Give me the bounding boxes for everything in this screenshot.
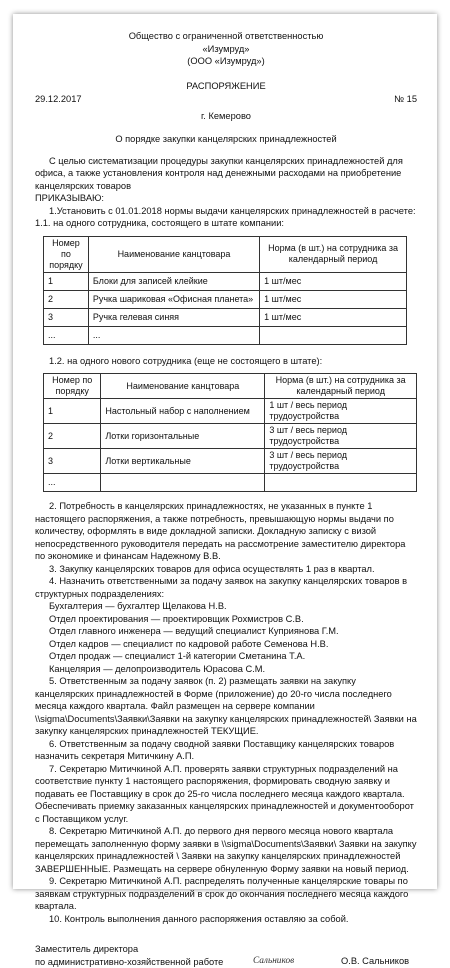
table-cell: 3 шт / весь период трудоустройства xyxy=(265,449,417,474)
paragraph-4: 4. Назначить ответственными за подачу заявок на закупку канцелярских товаров в структурных подразделениях: xyxy=(35,575,417,600)
paragraph-7: 7. Секретарю Митичкиной А.П. проверять заявки структурных подразделений на соответствие пункту 1 настоящего распоряжения, формировать сводную заявку и подавать ее Поставщику в срок до 25-го числа последнего месяца каждого квартала. Обеспечивать приемку заказанных канцелярских принадлежностей и документооборот с Поставщиком услуг. xyxy=(35,763,417,826)
table-header-row xyxy=(44,374,417,399)
table-row xyxy=(44,308,407,326)
paragraph-5: 5. Ответственным за подачу заявок (п. 2) размещать заявки на закупку канцелярских принадлежностей в Форме (приложение) до 20-го числа последнего месяца каждого квартала. Файл размещен на сервере компании \\sigma\Documents\Заявки\Заявки на закупку канцелярских принадлежностей\ Заявки на закупку канцелярских принадлежностей ТЕКУЩИЕ. xyxy=(35,675,417,738)
paragraph-9: 9. Секретарю Митичкиной А.П. распределять полученные канцелярские товары по заявкам структурных подразделений в срок до окончания последнего месяца каждого квартала. xyxy=(35,875,417,913)
signature-block xyxy=(35,943,417,968)
table-cell: Ручка шариковая «Офисная планета» xyxy=(88,290,259,308)
order-heading: ПРИКАЗЫВАЮ: xyxy=(35,192,417,205)
signer-position-line-2: по административно-хозяйственной работе xyxy=(35,956,253,968)
table-cell: 1 шт / весь период трудоустройства xyxy=(265,399,417,424)
document-sheet xyxy=(13,14,437,889)
table-cell: Блоки для записей клейкие xyxy=(88,272,259,290)
table-cell: 3 xyxy=(44,449,101,474)
paragraph-6: 6. Ответственным за подачу сводной заявки Поставщику канцелярских товаров назначить секретаря Митичкину А.П. xyxy=(35,738,417,763)
table-cell: ... xyxy=(44,474,101,492)
table-cell: 1 xyxy=(44,399,101,424)
table-cell: 1 xyxy=(44,272,89,290)
table-cell xyxy=(265,474,417,492)
table-row xyxy=(44,290,407,308)
table-cell: Лотки горизонтальные xyxy=(101,424,265,449)
signer-name: О.В. Сальников xyxy=(341,943,409,968)
table-row xyxy=(44,474,417,492)
paragraph-1: 1.Установить с 01.01.2018 нормы выдачи канцелярских принадлежностей в расчете: xyxy=(35,205,417,218)
list-item: Бухгалтерия — бухгалтер Щелакова Н.В. xyxy=(35,600,417,613)
handwritten-signature: Сальников xyxy=(253,943,341,968)
paragraph-1-2: 1.2. на одного нового сотрудника (еще не состоящего в штате): xyxy=(35,355,417,368)
table-cell: 1 шт/мес xyxy=(260,308,407,326)
list-item: Отдел главного инженера — ведущий специалист Куприянова Г.М. xyxy=(35,625,417,638)
table-row xyxy=(44,424,417,449)
table-header-row xyxy=(44,236,407,272)
norms-table-new-staff xyxy=(43,373,417,492)
table-cell: 1 шт/мес xyxy=(260,272,407,290)
document-number: № 15 xyxy=(394,93,417,106)
table-cell: ... xyxy=(88,326,259,344)
table-cell: 3 xyxy=(44,308,89,326)
table-cell: 2 xyxy=(44,290,89,308)
paragraph-2: 2. Потребность в канцелярских принадлежностях, не указанных в пункте 1 настоящего распоряжения, а также потребность, превышающую нормы выдачи по количеству, оформлять в виде докладной записки. Докладную записку с визой непосредственного руководителя передать на рассмотрение заместителю директора по экономике и финансам Надежному В.В. xyxy=(35,500,417,563)
paragraph-8: 8. Секретарю Митичкиной А.П. до первого дня первого месяца нового квартала перемещать заполненную форму заявки в \\sigma\Documents\Заявки\ Заявки на закупку канцелярских принадлежностей \ Заявки на закупку канцелярских принадлежностей ЗАВЕРШЕННЫЕ. Размещать на сервере обнуленную Форму заявки на новый период. xyxy=(35,825,417,875)
table-header-cell: Номер по порядку xyxy=(44,236,89,272)
list-item: Отдел кадров — специалист по кадровой работе Семенова Н.В. xyxy=(35,638,417,651)
org-line-1: Общество с ограниченной ответственностью xyxy=(35,30,417,43)
table-cell: ... xyxy=(44,326,89,344)
table-row xyxy=(44,272,407,290)
table-row xyxy=(44,326,407,344)
organization-block xyxy=(35,30,417,68)
list-item: Отдел проектирования — проектировщик Рохмистров С.В. xyxy=(35,613,417,626)
table-cell: Лотки вертикальные xyxy=(101,449,265,474)
list-item: Канцелярия — делопроизводитель Юрасова С.М. xyxy=(35,663,417,676)
norms-table-staff xyxy=(43,236,407,345)
document-date: 29.12.2017 xyxy=(35,93,82,106)
responsibles-list xyxy=(35,600,417,675)
date-number-row xyxy=(35,93,417,106)
table-cell xyxy=(260,326,407,344)
table-header-cell: Норма (в шт.) на сотрудника за календарный период xyxy=(265,374,417,399)
table-header-cell: Наименование канцтовара xyxy=(88,236,259,272)
list-item: Отдел продаж — специалист 1-й категории Сметанина Т.А. xyxy=(35,650,417,663)
signer-position xyxy=(35,943,253,968)
org-line-2: «Изумруд» xyxy=(35,43,417,56)
table-header-cell: Норма (в шт.) на сотрудника за календарный период xyxy=(260,236,407,272)
paragraph-1-1: 1.1. на одного сотрудника, состоящего в штате компании: xyxy=(35,217,417,230)
table-header-cell: Наименование канцтовара xyxy=(101,374,265,399)
table-row xyxy=(44,399,417,424)
org-line-3: (ООО «Изумруд») xyxy=(35,55,417,68)
table-cell: 3 шт / весь период трудоустройства xyxy=(265,424,417,449)
table-row xyxy=(44,449,417,474)
document-subject: О порядке закупки канцелярских принадлежностей xyxy=(35,133,417,146)
intro-paragraph: С целью систематизации процедуры закупки канцелярских принадлежностей для офиса, а также установления контроля над денежными расходами на приобретение канцелярских товаров xyxy=(35,155,417,193)
signer-position-line-1: Заместитель директора xyxy=(35,943,253,956)
document-city: г. Кемерово xyxy=(35,110,417,123)
document-type: РАСПОРЯЖЕНИЕ xyxy=(35,80,417,93)
table-cell: Настольный набор с наполнением xyxy=(101,399,265,424)
table-cell: 2 xyxy=(44,424,101,449)
paragraph-10: 10. Контроль выполнения данного распоряжения оставляю за собой. xyxy=(35,913,417,926)
table-header-cell: Номер по порядку xyxy=(44,374,101,399)
paragraph-3: 3. Закупку канцелярских товаров для офиса осуществлять 1 раз в квартал. xyxy=(35,563,417,576)
table-cell: Ручка гелевая синяя xyxy=(88,308,259,326)
table-cell: 1 шт/мес xyxy=(260,290,407,308)
table-cell xyxy=(101,474,265,492)
